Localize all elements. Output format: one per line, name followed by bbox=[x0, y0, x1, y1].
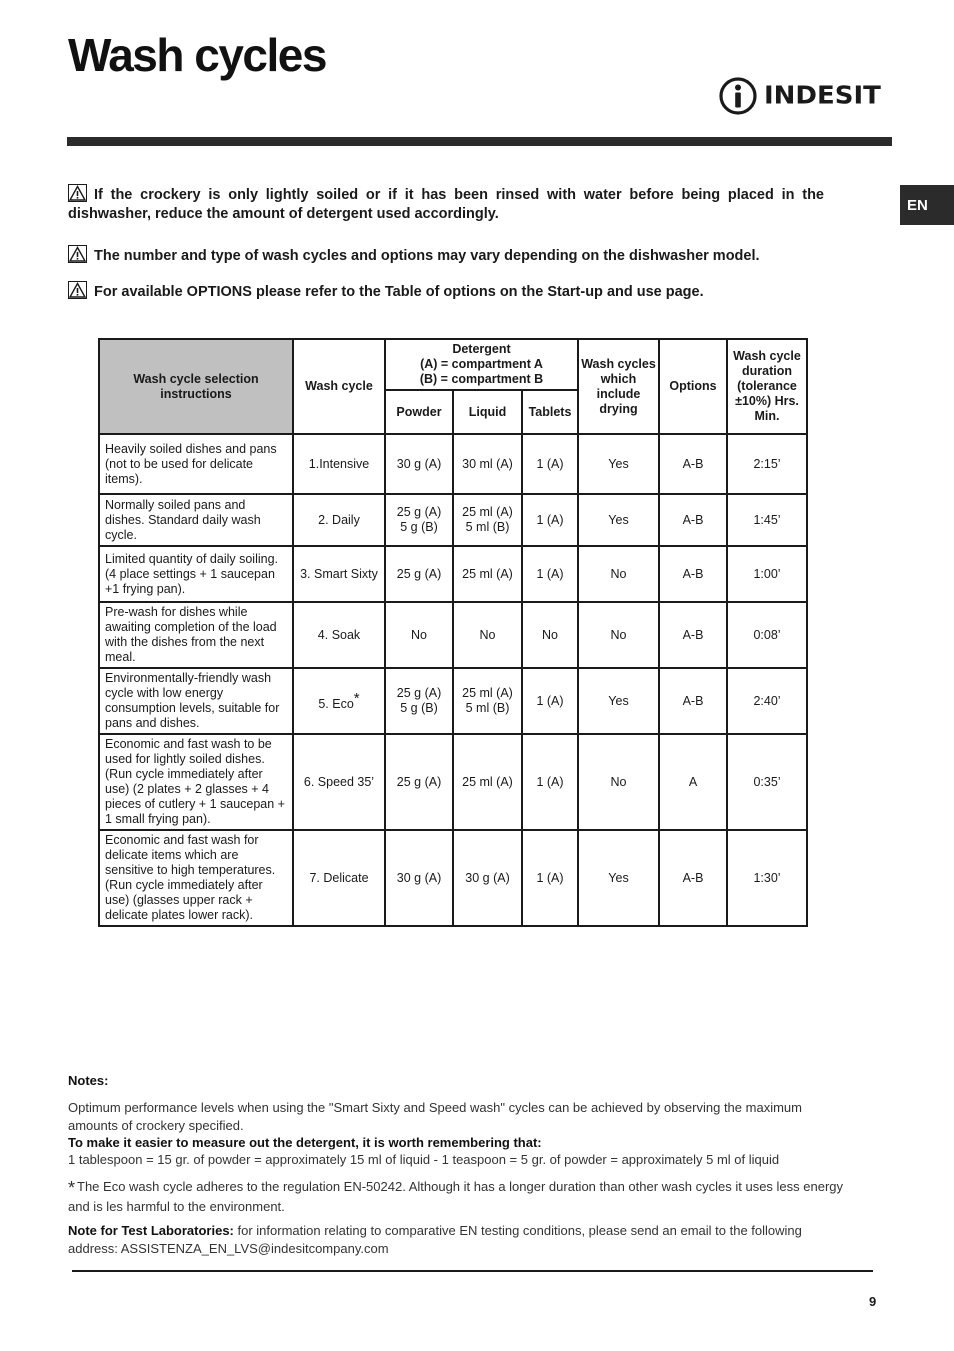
table-row bbox=[99, 668, 807, 734]
liquid-amount: 25 ml (A) bbox=[453, 734, 522, 830]
table-row bbox=[99, 434, 807, 494]
options-value: A-B bbox=[659, 546, 727, 602]
table-row bbox=[99, 546, 807, 602]
drying-value: No bbox=[578, 546, 659, 602]
options-value: A bbox=[659, 734, 727, 830]
header-detergent-line: Detergent bbox=[452, 342, 511, 356]
options-value: A-B bbox=[659, 668, 727, 734]
powder-amount: 30 g (A) bbox=[385, 434, 453, 494]
warning-cycles-vary bbox=[68, 245, 848, 266]
footer-divider bbox=[72, 1270, 873, 1272]
warning-text: The number and type of wash cycles and options may vary depending on the dishwasher model. bbox=[94, 248, 760, 264]
tablets-amount: 1 (A) bbox=[522, 434, 578, 494]
cycle-name: 6. Speed 35’ bbox=[293, 734, 385, 830]
header-powder: Powder bbox=[385, 390, 453, 434]
powder-line: 25 g (A) bbox=[396, 686, 442, 700]
options-value: A-B bbox=[659, 434, 727, 494]
note-measure-heading-text: To make it easier to measure out the detergent, it is worth remembering that: bbox=[68, 1135, 542, 1150]
note-test-labs bbox=[68, 1222, 848, 1257]
table-row bbox=[99, 494, 807, 546]
cycle-description: Heavily soiled dishes and pans (not to be used for delicate items). bbox=[99, 434, 293, 494]
duration-value: 0:35’ bbox=[727, 734, 807, 830]
warning-text: If the crockery is only lightly soiled or if it has been rinsed with water before being placed in the dishwasher, reduce the amount of detergent used accordingly. bbox=[68, 187, 824, 222]
note-measure-heading bbox=[68, 1134, 848, 1152]
page-number: 9 bbox=[869, 1294, 877, 1309]
header-options: Options bbox=[659, 339, 727, 434]
note-eco-text: The Eco wash cycle adheres to the regulation EN-50242. Although it has a longer duration than other wash cycles it uses less energy and is les harmful to the environment. bbox=[68, 1179, 844, 1214]
language-tab: EN bbox=[900, 185, 954, 225]
liquid-line: 25 ml (A) bbox=[462, 686, 513, 700]
warning-icon bbox=[68, 245, 87, 263]
cycle-name: 2. Daily bbox=[293, 494, 385, 546]
liquid-amount: 25 ml (A) bbox=[453, 546, 522, 602]
liquid-line: 5 ml (B) bbox=[465, 701, 510, 715]
duration-value: 1:30’ bbox=[727, 830, 807, 926]
cycle-description: Environmentally-friendly wash cycle with low energy consumption levels, suitable for pans and dishes. bbox=[99, 668, 293, 734]
indesit-logo-icon bbox=[718, 76, 758, 116]
table-row bbox=[99, 830, 807, 926]
page-title: Wash cycles bbox=[68, 29, 326, 81]
note-performance: Optimum performance levels when using the "Smart Sixty and Speed wash" cycles can be achieved by observing the maximum amounts of crockery specified. bbox=[68, 1100, 802, 1133]
header-drying: Wash cycles which include drying bbox=[578, 339, 659, 434]
powder-line: 25 g (A) bbox=[396, 505, 442, 519]
duration-value: 0:08’ bbox=[727, 602, 807, 668]
eco-asterisk: * bbox=[68, 1178, 76, 1198]
table-row bbox=[99, 734, 807, 830]
tablets-amount: 1 (A) bbox=[522, 830, 578, 926]
options-value: A-B bbox=[659, 602, 727, 668]
cycle-description: Economic and fast wash for delicate items which are sensitive to high temperatures. (Run cycle immediately after use) (glasses upper rack + delicate plates lower rack). bbox=[99, 830, 293, 926]
powder-amount bbox=[385, 494, 453, 546]
cycle-name: 4. Soak bbox=[293, 602, 385, 668]
cycle-description: Economic and fast wash to be used for lightly soiled dishes. (Run cycle immediately after use) (2 plates + 2 glasses + 4 pieces of cutlery + 1 saucepan + 1 small frying pan). bbox=[99, 734, 293, 830]
warning-options bbox=[68, 281, 848, 302]
liquid-amount: 30 ml (A) bbox=[453, 434, 522, 494]
header-detergent-line: (A) = compartment A bbox=[420, 357, 543, 371]
cycle-description: Normally soiled pans and dishes. Standard daily wash cycle. bbox=[99, 494, 293, 546]
drying-value: Yes bbox=[578, 494, 659, 546]
header-duration: Wash cycle duration (tolerance ±10%) Hrs. Min. bbox=[727, 339, 807, 434]
warning-text: For available OPTIONS please refer to the Table of options on the Start-up and use page. bbox=[94, 284, 704, 300]
note-test-labs-text: for information relating to comparative EN testing conditions, please send an email to the following address: ASSISTENZA_EN_LVS@indesitcompany.com bbox=[68, 1223, 802, 1256]
cycle-name-text: 5. Eco bbox=[318, 696, 354, 711]
tablets-amount: 1 (A) bbox=[522, 734, 578, 830]
brand-name: INDESIT bbox=[764, 81, 881, 111]
drying-value: Yes bbox=[578, 668, 659, 734]
powder-amount bbox=[385, 668, 453, 734]
header-liquid: Liquid bbox=[453, 390, 522, 434]
table-row bbox=[99, 602, 807, 668]
eco-asterisk: * bbox=[353, 689, 360, 707]
warning-lightly-soiled bbox=[68, 184, 824, 224]
drying-value: Yes bbox=[578, 830, 659, 926]
header-detergent bbox=[385, 339, 578, 390]
powder-amount: 25 g (A) bbox=[385, 546, 453, 602]
header-detergent-line: (B) = compartment B bbox=[419, 372, 544, 386]
liquid-line: 5 ml (B) bbox=[465, 520, 510, 534]
drying-value: No bbox=[578, 734, 659, 830]
cycle-name: 1.Intensive bbox=[293, 434, 385, 494]
powder-amount: 30 g (A) bbox=[385, 830, 453, 926]
warning-icon bbox=[68, 184, 87, 202]
wash-cycles-table bbox=[98, 338, 808, 927]
cycle-name bbox=[293, 668, 385, 734]
header-tablets: Tablets bbox=[522, 390, 578, 434]
drying-value: Yes bbox=[578, 434, 659, 494]
note-measure-text: 1 tablespoon = 15 gr. of powder = approximately 15 ml of liquid - 1 teaspoon = 5 gr. of powder = approximately 5 ml of liquid bbox=[68, 1152, 780, 1167]
liquid-amount: 30 g (A) bbox=[453, 830, 522, 926]
note-test-labs-label: Note for Test Laboratories: bbox=[68, 1223, 234, 1238]
powder-amount: 25 g (A) bbox=[385, 734, 453, 830]
note-eco bbox=[68, 1178, 848, 1215]
powder-line: 5 g (B) bbox=[400, 520, 438, 534]
powder-amount: No bbox=[385, 602, 453, 668]
drying-value: No bbox=[578, 602, 659, 668]
liquid-line: 25 ml (A) bbox=[462, 505, 513, 519]
tablets-amount: 1 (A) bbox=[522, 494, 578, 546]
duration-value: 1:45’ bbox=[727, 494, 807, 546]
tablets-amount: 1 (A) bbox=[522, 546, 578, 602]
header-divider bbox=[67, 137, 892, 146]
cycle-name: 7. Delicate bbox=[293, 830, 385, 926]
header-wash-cycle: Wash cycle bbox=[293, 339, 385, 434]
options-value: A-B bbox=[659, 830, 727, 926]
tablets-amount: 1 (A) bbox=[522, 668, 578, 734]
cycle-description: Pre-wash for dishes while awaiting completion of the load with the dishes from the next meal. bbox=[99, 602, 293, 668]
duration-value: 2:40’ bbox=[727, 668, 807, 734]
notes-title: Notes: bbox=[68, 1073, 109, 1088]
cycle-name: 3. Smart Sixty bbox=[293, 546, 385, 602]
duration-value: 2:15’ bbox=[727, 434, 807, 494]
powder-line: 5 g (B) bbox=[400, 701, 438, 715]
tablets-amount: No bbox=[522, 602, 578, 668]
options-value: A-B bbox=[659, 494, 727, 546]
header-selection-instructions: Wash cycle selection instructions bbox=[99, 339, 293, 434]
warning-icon bbox=[68, 281, 87, 299]
duration-value: 1:00’ bbox=[727, 546, 807, 602]
brand-logo bbox=[718, 74, 881, 118]
liquid-amount: No bbox=[453, 602, 522, 668]
liquid-amount bbox=[453, 668, 522, 734]
cycle-description: Limited quantity of daily soiling. (4 place settings + 1 saucepan +1 frying pan). bbox=[99, 546, 293, 602]
liquid-amount bbox=[453, 494, 522, 546]
